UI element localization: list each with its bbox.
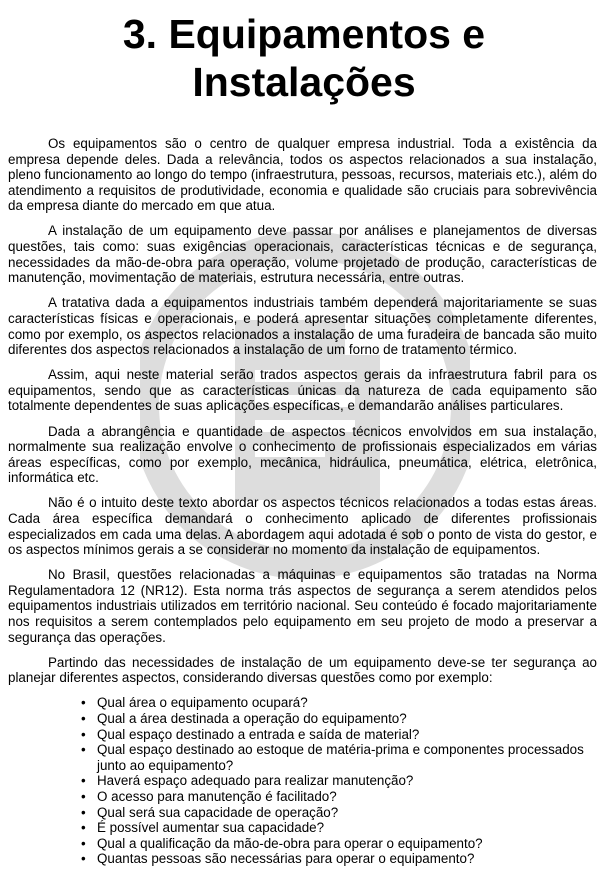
list-item-text: Quantas pessoas são necessárias para operar o equipamento? [97,851,475,867]
list-item [81,727,597,743]
paragraph-3: A tratativa dada a equipamentos industriais também dependerá majoritariamente se suas características físicas e operacionais, e poderá apresentar situações completamente diferentes, como por exemplo, os aspectos relacionados a instalação de uma furadeira de bancada são muito diferentes dos aspectos relacionados a instalação de um forno de tratamento térmico. [8,295,597,358]
list-item [81,773,597,789]
list-item-text: Qual a área destinada a operação do equipamento? [97,711,407,726]
bullet-icon: • [81,773,86,789]
list-item-text: Qual espaço destinado a entrada e saída de material? [97,726,420,742]
paragraph-8: Partindo das necessidades de instalação de um equipamento deve-se ter segurança ao planejar diferentes aspectos, considerando diversas questões como por exemplo: [8,654,597,686]
list-item-text: O acesso para manutenção é facilitado? [97,788,337,804]
paragraph-6: Não é o intuito deste texto abordar os aspectos técnicos relacionados a todas estas áreas. Cada área específica demandará o conhecimento aplicado de diferentes profissionais especializados em cada uma delas. A abordagem aqui adotada é sob o ponto de vista do gestor, e os aspectos mínimos gerais a se considerar no momento da instalação de equipamentos. [8,495,597,558]
paragraph-1: Os equipamentos são o centro de qualquer empresa industrial. Toda a existência da empresa depende deles. Dada a relevância, todos os aspectos relacionados a sua instalação, pleno funcionamento ao longo do tempo (infraestrutura, pessoas, recursos, materiais etc.), além do atendimento a requisitos de produtividade, economia e qualidade são cruciais para sobrevivência da empresa diante do mercado em que atua. [8,136,597,214]
list-item-text: Qual será sua capacidade de operação? [97,804,339,820]
list-item-text: Qual espaço destinado ao estoque de matéria-prima e componentes processados junto ao equipamento? [97,742,584,773]
list-item [81,711,597,727]
list-item [81,851,597,867]
bullet-icon: • [81,711,86,726]
list-item-text: Haverá espaço adequado para realizar manutenção? [97,773,414,789]
questions-list [8,695,597,867]
bullet-icon: • [81,788,86,804]
bullet-icon: • [81,742,86,758]
list-item [81,820,597,836]
paragraph-4: Assim, aqui neste material serão trados aspectos gerais da infraestrutura fabril para os equipamentos, sendo que as características únicas da natureza de cada equipamento são totalmente dependentes de suas aplicações específicas, e demandarão análises particulares. [8,367,597,414]
paragraph-2: A instalação de um equipamento deve passar por análises e planejamentos de diversas questões, tais como: suas exigências operacionais, características técnicas e de segurança, necessidades da mão-de-obra para operação, volume projetado de produção, características de manutenção, movimentação de materiais, estrutura necessária, entre outras. [8,223,597,286]
list-item [81,805,597,821]
list-item-text: É possível aumentar sua capacidade? [97,820,325,836]
list-item [81,789,597,805]
bullet-icon: • [81,804,86,820]
bullet-icon: • [81,726,86,742]
paragraph-7: No Brasil, questões relacionadas a máquinas e equipamentos são tratadas na Norma Regulamentadora 12 (NR12). Esta norma trás aspectos de segurança a serem atendidos pelos equipamentos industriais utilizados em território nacional. Seu conteúdo é focado majoritariamente nos requisitos a serem contemplados pelo equipamento em seu projeto de modo a preservar a segurança das operações. [8,567,597,645]
list-item [81,836,597,852]
bullet-icon: • [81,851,86,867]
page-title-line-2: Instalações [192,59,416,105]
bullet-icon: • [81,820,86,836]
page-title [0,0,608,106]
bullet-icon: • [81,835,86,851]
page-title-line-1: 3. Equipamentos e [122,11,486,57]
list-item-text: Qual a qualificação da mão-de-obra para operar o equipamento? [97,835,483,851]
list-item [81,742,597,773]
bullet-icon: • [81,695,86,711]
list-item [81,695,597,711]
paragraph-5: Dada a abrangência e quantidade de aspectos técnicos envolvidos em sua instalação, normalmente sua realização envolve o conhecimento de profissionais especializados em várias áreas específicas, como por exemplo, mecânica, hidráulica, pneumática, elétrica, eletrônica, informática etc. [8,423,597,486]
list-item-text: Qual área o equipamento ocupará? [97,695,308,711]
document-body [0,136,608,867]
